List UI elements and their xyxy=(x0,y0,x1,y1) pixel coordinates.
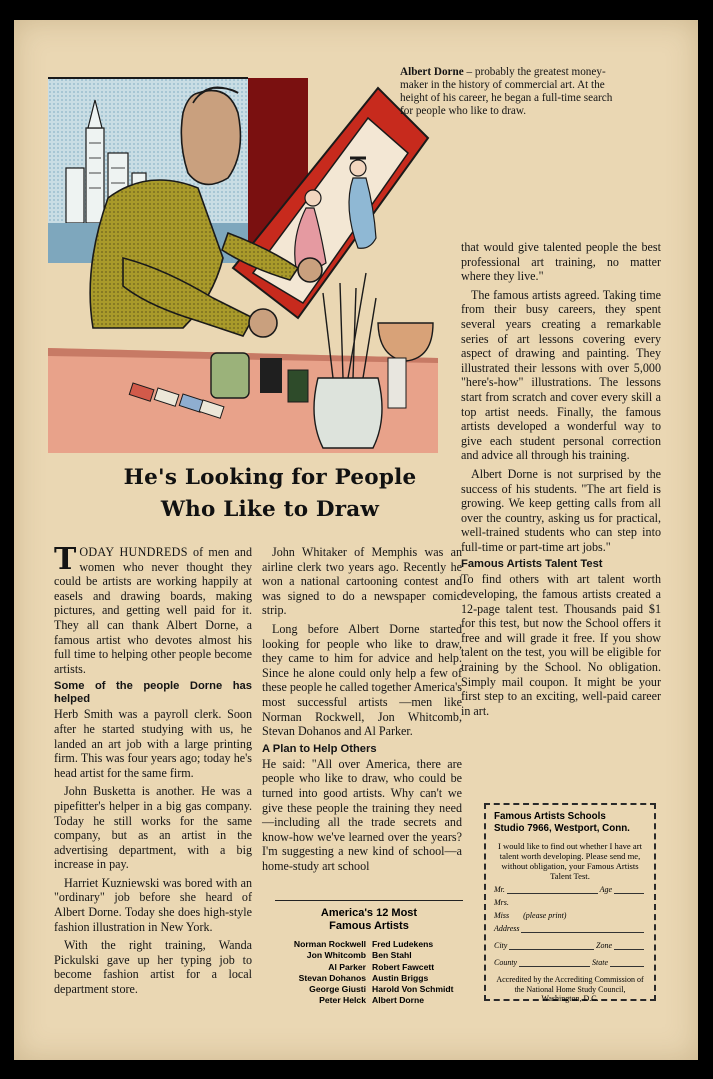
city-field[interactable] xyxy=(494,941,646,950)
box-title-1: America's 12 Most xyxy=(320,907,418,919)
lead-in: ODAY HUNDREDS xyxy=(79,545,188,559)
name-field-3 xyxy=(494,911,646,920)
artist-name: George Giusti xyxy=(309,984,366,995)
subheading: A Plan to Help Others xyxy=(262,742,377,755)
paragraph: Albert Dorne is not surprised by the success of his students. "The art field is growing. We keep getting calls from all over the country, asking us for practical, well-trained students who can step into full-time or part-time art jobs." xyxy=(461,466,661,554)
article-column-3 xyxy=(461,240,661,722)
field-label: County xyxy=(494,958,518,967)
name-field-2 xyxy=(494,898,646,907)
county-field[interactable] xyxy=(494,958,646,967)
field-label: City xyxy=(494,941,508,950)
headline-line-2: Who Like to Draw xyxy=(160,497,380,522)
field-line[interactable] xyxy=(519,958,590,967)
caption-text: – probably the greatest money-maker in the history of commercial art. At the height of his career, he began a full-time search for people who like to draw. xyxy=(400,66,613,117)
drop-cap: T xyxy=(54,542,77,577)
paragraph: The famous artists agreed. Taking time from their busy careers, they spent several years creating a remarkable series of art lessons covering every aspect of drawing and painting. They illustrated their lessons with over 5,000 "here's-how" illustrations. The lessons start from scratch and cover every skill a top artist needs. Finally, the famous artists developed a wonderful way to give each student personal correction and advice all through his training. xyxy=(461,287,661,463)
coupon-header-2: Studio 7966, Westport, Conn. xyxy=(494,823,630,834)
paragraph: Herb Smith was a payroll clerk. Soon after he started studying with us, he landed an art job with a large printing firm. This was four years ago; today he's head artist for the same firm. xyxy=(54,707,252,780)
coupon-header-1: Famous Artists Schools xyxy=(494,811,606,822)
subheading: Some of the people Dorne has helped xyxy=(54,680,252,706)
headline xyxy=(60,462,480,526)
artist-name: Fred Ludekens xyxy=(372,939,434,949)
artist-name: Robert Fawcett xyxy=(372,961,435,972)
field-line[interactable] xyxy=(507,885,598,894)
paragraph-text: of men and women who never thought they could be artists are working happily at easels and drawing boards, making pictures, and getting well paid for it. They all can thank Albert Dorne, a famous artist who devotes almost his full time to helping other people become artists. xyxy=(54,545,252,676)
coupon-accreditation: Accredited by the Accrediting Commission of the National Home Study Council, Washington, D.C. xyxy=(496,975,644,1003)
artist-name: Austin Briggs xyxy=(372,972,429,983)
paragraph: John Whitaker of Memphis was an airline clerk two years ago. Recently he won a national cartooning contest and was signed to do a newspaper comic strip. xyxy=(262,545,462,618)
illustration-caption xyxy=(400,66,615,118)
artist-name: Ben Stahl xyxy=(372,950,412,961)
paragraph: To find others with art talent worth developing, the famous artists created a 12-page talent test. Thousands paid $1 for this test, but now the School offers it free and will grade it free. If you show talent on the test, you will be eligible for training by the School. No obligation. Simply mail coupon. It might be your first step to an exciting, well-paid career in art. xyxy=(461,572,661,718)
field-line[interactable] xyxy=(521,924,644,933)
subheading: Famous Artists Talent Test xyxy=(461,558,603,571)
field-label: Zone xyxy=(596,941,612,950)
artist-illustration xyxy=(48,58,438,453)
field-label: Miss xyxy=(494,911,510,920)
famous-artists-box xyxy=(275,900,463,1007)
field-line[interactable] xyxy=(610,958,644,967)
headline-line-1: He's Looking for People xyxy=(123,465,417,490)
article-column-1 xyxy=(54,542,252,1001)
artist-names xyxy=(275,939,463,1007)
paragraph: that would give talented people the best professional art training, no matter where they live." xyxy=(461,240,661,284)
field-line[interactable] xyxy=(509,941,594,950)
field-label: Mrs. xyxy=(494,898,509,907)
artist-name: Jon Whitcomb xyxy=(306,950,366,961)
paragraph: Long before Albert Dorne started looking for people who like to draw, they came to him for advice and help. Since he alone could only help a few of these people he called together America's most successful artists —men like Norman Rockwell, Jon Whitcomb, Stevan Dohanos and Al Parker. xyxy=(262,621,462,739)
name-field[interactable] xyxy=(494,885,646,894)
artist-name: Norman Rockwell xyxy=(293,939,366,949)
paragraph: He said: "All over America, there are people who like to draw, who could be turned into good artists. Why can't we give these people the training they need—including all the trade secrets and know-how we've learned over the years? I'm suggesting a new kind of school—a home-study art school xyxy=(262,756,462,873)
paragraph: With the right training, Wanda Pickulski gave up her typing job to become fashion artist for a local department store. xyxy=(54,938,252,997)
coupon-body: I would like to find out whether I have art talent worth developing. Please send me, without obligation, your Famous Artists Talent Test. xyxy=(498,841,642,881)
field-label: Mr. xyxy=(494,885,505,894)
field-line[interactable] xyxy=(614,941,644,950)
paragraph xyxy=(54,542,252,676)
field-line[interactable] xyxy=(614,885,644,894)
artist-name: Peter Helck xyxy=(319,995,366,1006)
paragraph: John Busketta is another. He was a pipefitter's helper in a big gas company. Today he still works for the same company, but as an artist in the advertising department, with a big increase in pay. xyxy=(54,784,252,872)
field-label: State xyxy=(592,958,608,967)
artist-name: Al Parker xyxy=(328,961,366,972)
artist-name: Stevan Dohanos xyxy=(298,972,366,983)
artist-name: Harold Von Schmidt xyxy=(372,984,454,995)
field-label: Age xyxy=(599,885,612,894)
article-column-2 xyxy=(262,545,462,877)
caption-name: Albert Dorne xyxy=(400,66,464,78)
field-hint: (please print) xyxy=(523,911,567,920)
box-title-2: Famous Artists xyxy=(329,920,409,932)
field-label: Address xyxy=(494,924,520,933)
address-field[interactable] xyxy=(494,924,646,933)
mail-coupon[interactable] xyxy=(484,803,656,1001)
paragraph: Harriet Kuzniewski was bored with an "ordinary" job before she heard of Albert Dorne. Today she does high-style fashion illustration in New York. xyxy=(54,875,252,934)
artist-name: Albert Dorne xyxy=(372,995,425,1006)
